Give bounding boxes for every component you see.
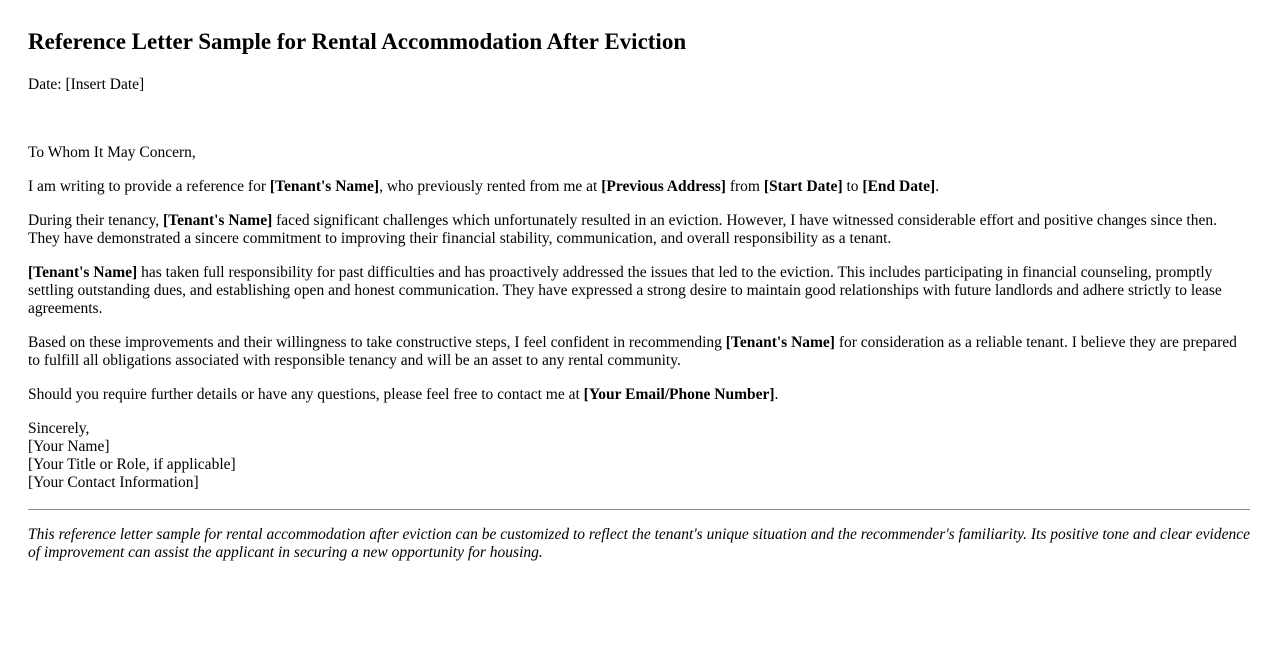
text: . [774, 386, 779, 403]
greeting: To Whom It May Concern, [28, 144, 196, 161]
sign-off: Sincerely, [28, 420, 90, 437]
text: from [725, 178, 764, 195]
paragraph-responsibility [28, 264, 1250, 318]
text: for consideration as a reliable tenant. I believe they are prepared to fulfill all obligations associated with responsible tenancy and will be an asset to any rental community. [28, 334, 1237, 369]
text: to [842, 178, 863, 195]
text: I am writing to provide a reference for [28, 178, 270, 195]
text: Should you require further details or have any questions, please feel free to contact me at [28, 386, 584, 403]
signer-contact: [Your Contact Information] [28, 474, 199, 491]
tenant-name-placeholder: [Tenant's Name] [725, 334, 835, 351]
text: . [935, 178, 940, 195]
text: During their tenancy, [28, 212, 164, 229]
page-title: Reference Letter Sample for Rental Accommodation After Eviction [28, 29, 687, 54]
end-date-placeholder: [End Date] [862, 178, 936, 195]
signer-name: [Your Name] [28, 438, 110, 455]
text: , who previously rented from me at [379, 178, 602, 195]
divider [28, 509, 1250, 510]
date-line: Date: [Insert Date] [28, 76, 145, 93]
tenant-name-placeholder: [Tenant's Name] [269, 178, 380, 195]
tenant-name-placeholder: [Tenant's Name] [28, 264, 138, 281]
paragraph-contact [28, 386, 1250, 404]
tenant-name-placeholder: [Tenant's Name] [163, 212, 273, 229]
text: faced significant challenges which unfortunately resulted in an eviction. However, I have witnessed considerable effort and positive changes since then. They have demonstrated a sincere commitment to improving their financial stability, communication, and overall responsibility as a tenant. [28, 212, 1217, 247]
paragraph-tenancy [28, 212, 1250, 248]
text: has taken full responsibility for past difficulties and has proactively addressed the issues that led to the eviction. This includes participating in financial counseling, promptly settling outstanding dues, and establishing open and honest communication. They have expressed a strong desire to maintain good relationships with future landlords and adhere strictly to lease agreements. [28, 264, 1222, 317]
paragraph-recommendation [28, 334, 1250, 370]
signature-block [28, 420, 1250, 492]
signer-title: [Your Title or Role, if applicable] [28, 456, 236, 473]
spacer [28, 94, 1250, 144]
previous-address-placeholder: [Previous Address] [601, 178, 726, 195]
text: Based on these improvements and their willingness to take constructive steps, I feel confident in recommending [28, 334, 726, 351]
paragraph-intro [28, 178, 1250, 196]
footer-note: This reference letter sample for rental accommodation after eviction can be customized to reflect the tenant's unique situation and the recommender's familiarity. Its positive tone and clear evidence of improvement can assist the applicant in securing a new opportunity for housing. [28, 526, 1250, 561]
start-date-placeholder: [Start Date] [763, 178, 843, 195]
contact-placeholder: [Your Email/Phone Number] [583, 386, 775, 403]
